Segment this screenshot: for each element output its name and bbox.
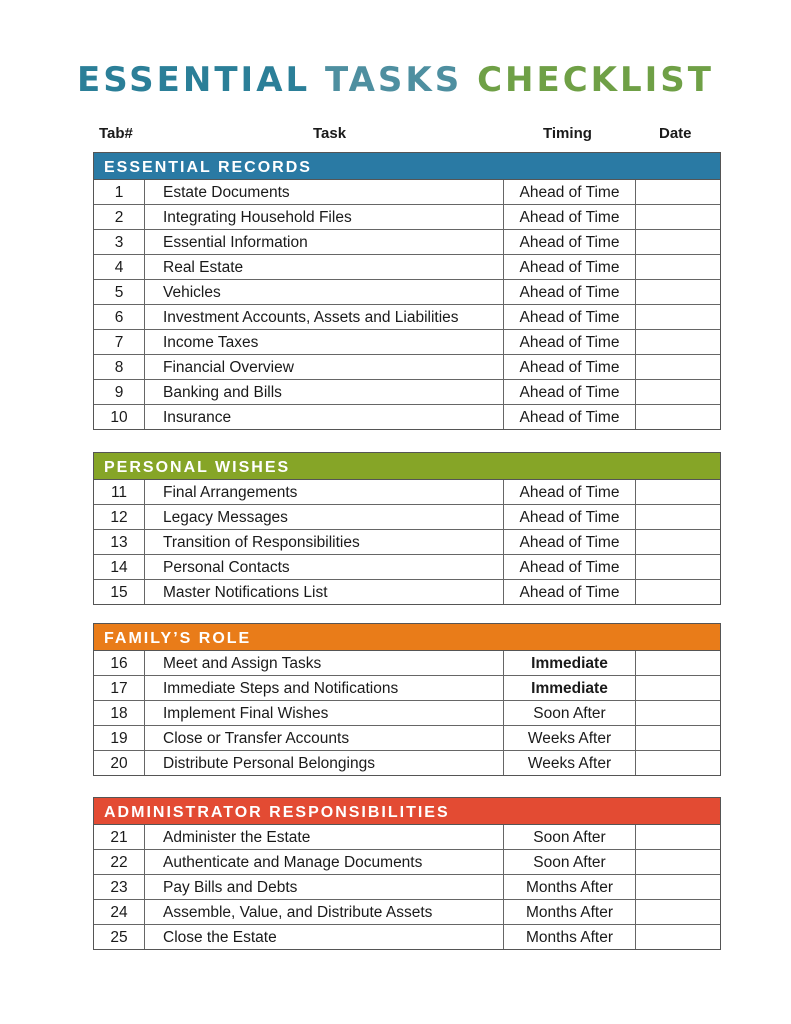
task-name: Close the Estate [145, 925, 504, 949]
section-rows [93, 651, 721, 776]
task-timing: Ahead of Time [504, 280, 636, 304]
date-cell[interactable] [636, 875, 720, 899]
section-header: PERSONAL WISHES [93, 452, 721, 480]
date-cell[interactable] [636, 355, 720, 379]
task-name: Administer the Estate [145, 825, 504, 849]
tab-number: 15 [94, 580, 145, 604]
title-word-checklist: CHECKLIST [477, 60, 714, 100]
task-timing: Ahead of Time [504, 355, 636, 379]
date-cell[interactable] [636, 925, 720, 949]
tab-number: 19 [94, 726, 145, 750]
task-timing: Ahead of Time [504, 505, 636, 529]
task-name: Integrating Household Files [145, 205, 504, 229]
task-timing: Ahead of Time [504, 480, 636, 504]
tab-number: 24 [94, 900, 145, 924]
title-word-tasks: TASKS [325, 60, 463, 100]
table-row [94, 329, 720, 354]
tab-number: 3 [94, 230, 145, 254]
table-row [94, 504, 720, 529]
date-cell[interactable] [636, 505, 720, 529]
table-row [94, 354, 720, 379]
table-row [94, 554, 720, 579]
tab-number: 25 [94, 925, 145, 949]
table-row [94, 529, 720, 554]
tab-number: 20 [94, 751, 145, 775]
table-row [94, 579, 720, 604]
column-headers [93, 125, 721, 147]
table-row [94, 874, 720, 899]
task-name: Vehicles [145, 280, 504, 304]
title-word-essential: ESSENTIAL [77, 60, 311, 100]
tab-number: 11 [94, 480, 145, 504]
task-timing: Soon After [504, 850, 636, 874]
date-cell[interactable] [636, 330, 720, 354]
date-cell[interactable] [636, 676, 720, 700]
date-cell[interactable] [636, 380, 720, 404]
table-row [94, 700, 720, 725]
date-cell[interactable] [636, 580, 720, 604]
date-cell[interactable] [636, 751, 720, 775]
date-cell[interactable] [636, 900, 720, 924]
table-row [94, 279, 720, 304]
date-cell[interactable] [636, 405, 720, 429]
date-cell[interactable] [636, 726, 720, 750]
tab-number: 17 [94, 676, 145, 700]
tab-number: 18 [94, 701, 145, 725]
tab-number: 1 [94, 180, 145, 204]
date-cell[interactable] [636, 255, 720, 279]
date-cell[interactable] [636, 280, 720, 304]
section-header: ADMINISTRATOR RESPONSIBILITIES [93, 797, 721, 825]
task-timing: Weeks After [504, 726, 636, 750]
date-cell[interactable] [636, 555, 720, 579]
tab-number: 14 [94, 555, 145, 579]
task-name: Implement Final Wishes [145, 701, 504, 725]
date-cell[interactable] [636, 305, 720, 329]
tab-number: 12 [94, 505, 145, 529]
table-row [94, 379, 720, 404]
task-timing: Ahead of Time [504, 255, 636, 279]
section-rows [93, 825, 721, 950]
task-name: Financial Overview [145, 355, 504, 379]
task-timing: Immediate [504, 651, 636, 675]
section-administrator-responsibilities [93, 797, 721, 950]
task-name: Pay Bills and Debts [145, 875, 504, 899]
table-row [94, 899, 720, 924]
header-timing: Timing [543, 125, 592, 142]
table-row [94, 849, 720, 874]
task-name: Essential Information [145, 230, 504, 254]
page-title [0, 60, 791, 100]
date-cell[interactable] [636, 651, 720, 675]
tab-number: 5 [94, 280, 145, 304]
tab-number: 4 [94, 255, 145, 279]
task-timing: Months After [504, 900, 636, 924]
header-tab: Tab# [99, 125, 133, 142]
header-task: Task [313, 125, 347, 142]
section-personal-wishes [93, 452, 721, 605]
table-row [94, 254, 720, 279]
date-cell[interactable] [636, 205, 720, 229]
tab-number: 16 [94, 651, 145, 675]
table-row [94, 675, 720, 700]
task-name: Investment Accounts, Assets and Liabilities [145, 305, 504, 329]
table-row [94, 304, 720, 329]
tab-number: 22 [94, 850, 145, 874]
table-row [94, 204, 720, 229]
task-timing: Soon After [504, 701, 636, 725]
tab-number: 7 [94, 330, 145, 354]
task-timing: Months After [504, 925, 636, 949]
task-name: Real Estate [145, 255, 504, 279]
task-timing: Ahead of Time [504, 305, 636, 329]
task-timing: Weeks After [504, 751, 636, 775]
date-cell[interactable] [636, 850, 720, 874]
section-familys-role [93, 623, 721, 776]
table-row [94, 180, 720, 204]
tab-number: 23 [94, 875, 145, 899]
table-row [94, 825, 720, 849]
task-name: Distribute Personal Belongings [145, 751, 504, 775]
date-cell[interactable] [636, 825, 720, 849]
task-timing: Ahead of Time [504, 580, 636, 604]
task-name: Meet and Assign Tasks [145, 651, 504, 675]
task-name: Income Taxes [145, 330, 504, 354]
table-row [94, 480, 720, 504]
section-rows [93, 480, 721, 605]
tab-number: 13 [94, 530, 145, 554]
task-timing: Ahead of Time [504, 205, 636, 229]
date-cell[interactable] [636, 530, 720, 554]
table-row [94, 725, 720, 750]
section-header: FAMILY’S ROLE [93, 623, 721, 651]
tab-number: 10 [94, 405, 145, 429]
task-name: Personal Contacts [145, 555, 504, 579]
table-row [94, 651, 720, 675]
table-row [94, 750, 720, 775]
table-row [94, 229, 720, 254]
task-name: Assemble, Value, and Distribute Assets [145, 900, 504, 924]
tab-number: 6 [94, 305, 145, 329]
task-timing: Ahead of Time [504, 380, 636, 404]
task-name: Close or Transfer Accounts [145, 726, 504, 750]
task-timing: Soon After [504, 825, 636, 849]
task-timing: Ahead of Time [504, 230, 636, 254]
table-row [94, 404, 720, 429]
task-name: Transition of Responsibilities [145, 530, 504, 554]
task-name: Master Notifications List [145, 580, 504, 604]
task-timing: Ahead of Time [504, 330, 636, 354]
header-date: Date [659, 125, 692, 142]
date-cell[interactable] [636, 180, 720, 204]
task-name: Legacy Messages [145, 505, 504, 529]
task-name: Immediate Steps and Notifications [145, 676, 504, 700]
section-essential-records [93, 152, 721, 430]
tab-number: 2 [94, 205, 145, 229]
date-cell[interactable] [636, 701, 720, 725]
task-timing: Immediate [504, 676, 636, 700]
task-timing: Ahead of Time [504, 405, 636, 429]
section-rows [93, 180, 721, 430]
tab-number: 9 [94, 380, 145, 404]
date-cell[interactable] [636, 230, 720, 254]
task-name: Estate Documents [145, 180, 504, 204]
tab-number: 8 [94, 355, 145, 379]
tab-number: 21 [94, 825, 145, 849]
task-timing: Months After [504, 875, 636, 899]
task-name: Banking and Bills [145, 380, 504, 404]
task-name: Final Arrangements [145, 480, 504, 504]
section-header: ESSENTIAL RECORDS [93, 152, 721, 180]
task-timing: Ahead of Time [504, 530, 636, 554]
task-name: Insurance [145, 405, 504, 429]
table-row [94, 924, 720, 949]
task-timing: Ahead of Time [504, 555, 636, 579]
task-name: Authenticate and Manage Documents [145, 850, 504, 874]
task-timing: Ahead of Time [504, 180, 636, 204]
date-cell[interactable] [636, 480, 720, 504]
